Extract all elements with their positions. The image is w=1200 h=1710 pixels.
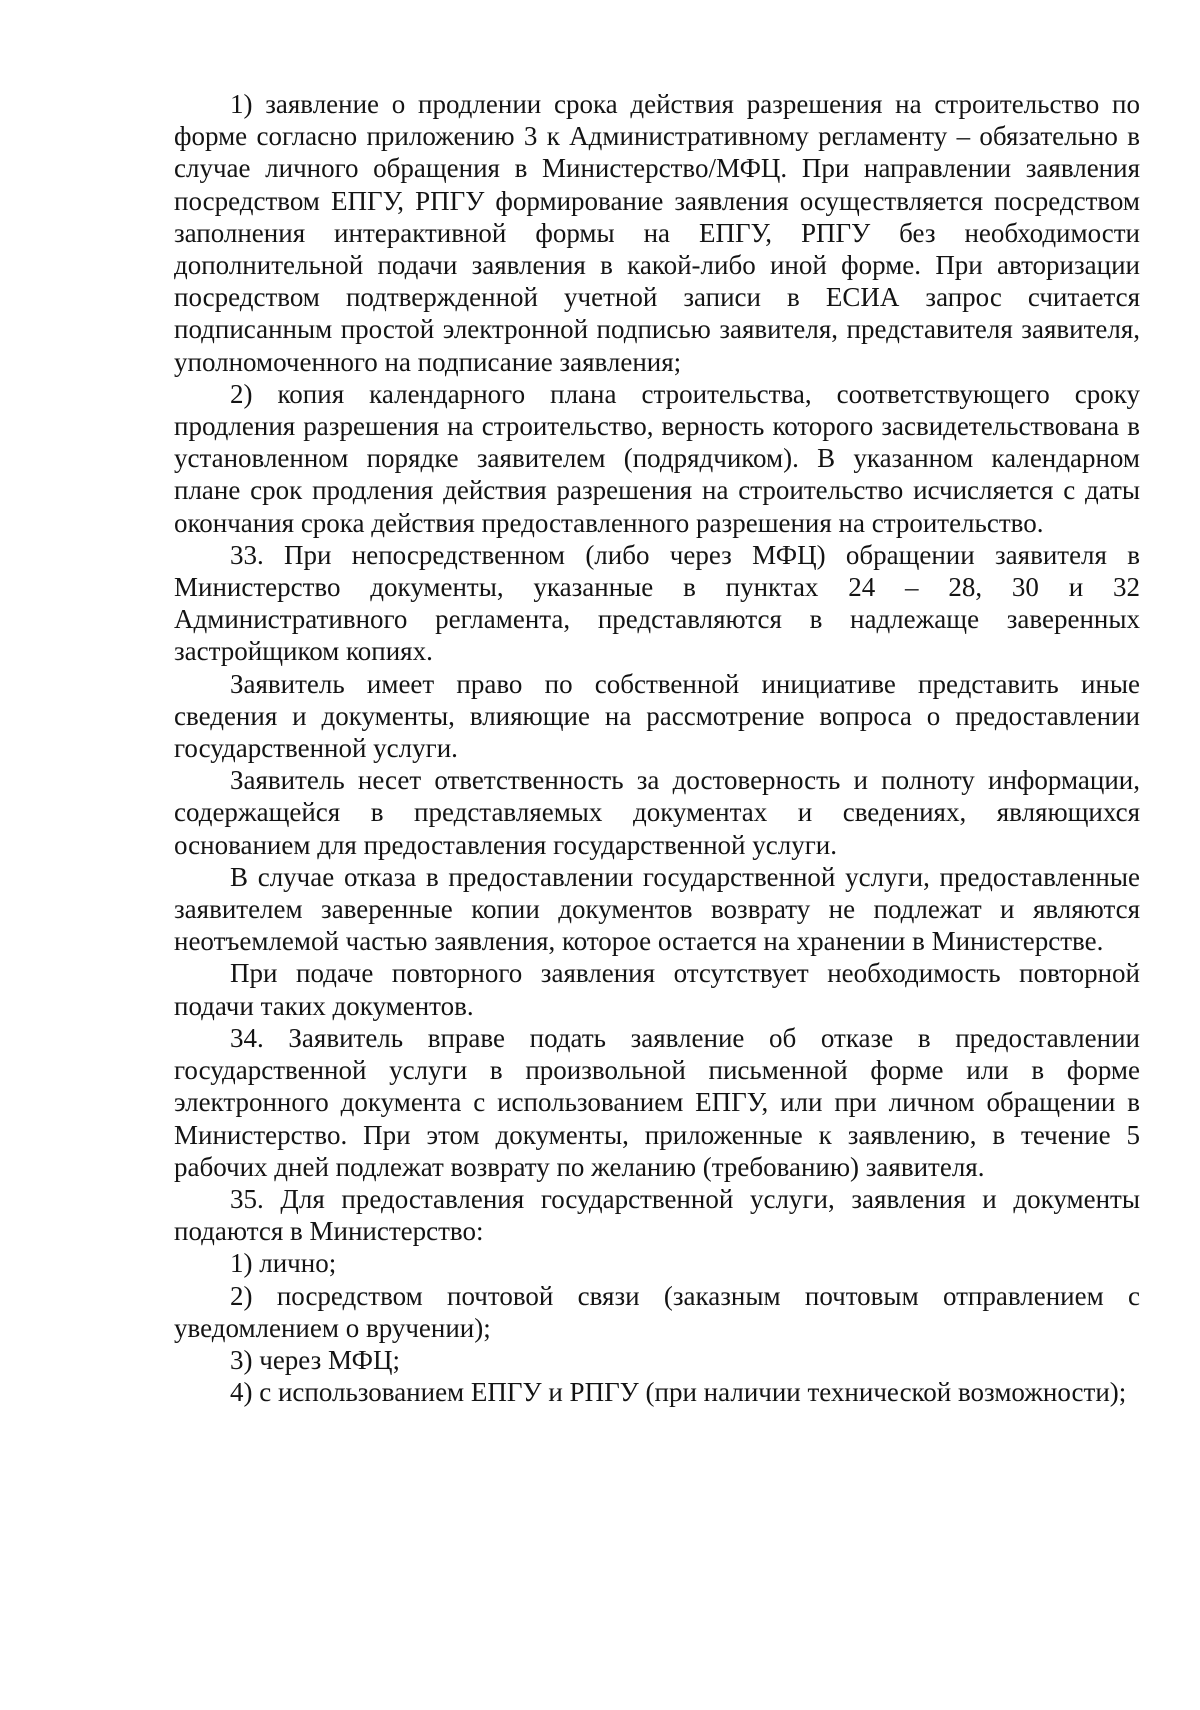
paragraph-35-item-2: 2) посредством почтовой связи (заказным почтовым отправлением с уведомлением о вручении); xyxy=(174,1280,1140,1343)
paragraph-item-2-calendar-plan: 2) копия календарного плана строительства, соответствующего сроку продления разрешения на строительство, верность которого засвидетельствована в установленном порядке заявителем (подрядчиком). В указанном календарном плане срок продления действия разрешения на строительство исчисляется с даты окончания срока действия предоставленного разрешения на строительство. xyxy=(174,378,1140,538)
document-page xyxy=(174,88,1140,1408)
paragraph-35-item-3: 3) через МФЦ; xyxy=(230,1344,401,1375)
paragraph-35-item-1: 1) лично; xyxy=(230,1248,337,1279)
paragraph-repeat-application: При подаче повторного заявления отсутствует необходимость повторной подачи таких документов. xyxy=(174,958,1140,1021)
paragraph-33: 33. При непосредственном (либо через МФЦ) обращении заявителя в Министерство документы, указанные в пунктах 24 – 28, 30 и 32 Административного регламента, представляются в надлежаще заверенных застройщиком копиях. xyxy=(174,539,1140,667)
paragraph-refusal-case: В случае отказа в предоставлении государственной услуги, предоставленные заявителем заверенные копии документов возврату не подлежат и являются неотъемлемой частью заявления, которое остается на хранении в Министерстве. xyxy=(174,861,1140,957)
paragraph-applicant-responsibility: Заявитель несет ответственность за достоверность и полноту информации, содержащейся в представляемых документах и сведениях, являющихся основанием для предоставления государственной услуги. xyxy=(174,765,1140,860)
paragraph-34: 34. Заявитель вправе подать заявление об отказе в предоставлении государственной услуги в произвольной письменной форме или в форме электронного документа с использованием ЕПГУ, или при личном обращении в Министерство. При этом документы, приложенные к заявлению, в течение 5 рабочих дней подлежат возврату по желанию (требованию) заявителя. xyxy=(174,1022,1140,1182)
paragraph-35: 35. Для предоставления государственной услуги, заявления и документы подаются в Министерство: xyxy=(174,1183,1140,1247)
paragraph-35-item-4: 4) с использованием ЕПГУ и РПГУ (при наличии технической возможности); xyxy=(230,1377,1127,1408)
paragraph-applicant-right: Заявитель имеет право по собственной инициативе представить иные сведения и документы, влияющие на рассмотрение вопроса о предоставлении государственной услуги. xyxy=(174,668,1140,764)
paragraph-item-1-application: 1) заявление о продлении срока действия разрешения на строительство по форме согласно приложению 3 к Административному регламенту – обязательно в случае личного обращения в Министерство/МФЦ. При направлении заявления посредством ЕПГУ, РПГУ формирование заявления осуществляется посредством заполнения интерактивной формы на ЕПГУ, РПГУ без необходимости дополнительной подачи заявления в какой-либо иной форме. При авторизации посредством подтвержденной учетной записи в ЕСИА запрос считается подписанным простой электронной подписью заявителя, представителя заявителя, уполномоченного на подписание заявления; xyxy=(174,89,1140,377)
